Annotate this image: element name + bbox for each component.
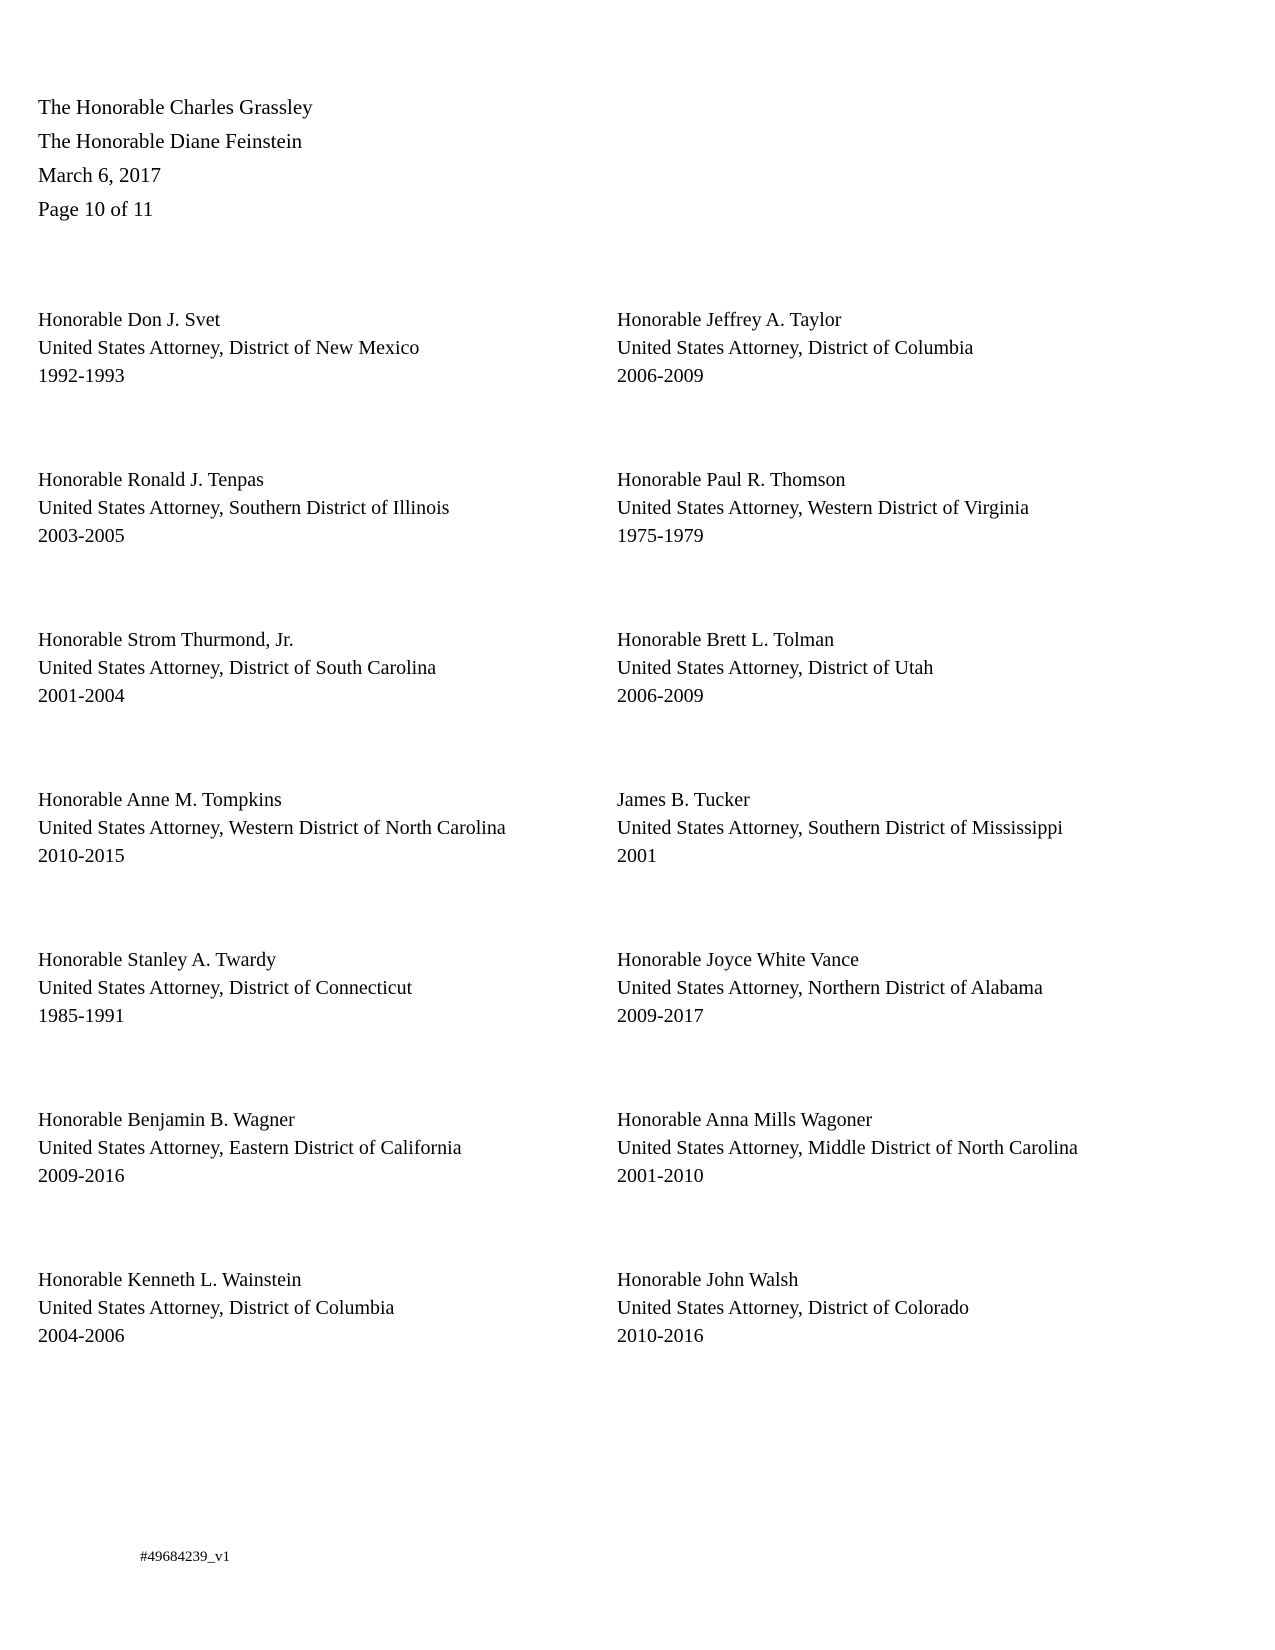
attorney-years: 2001-2004	[38, 685, 125, 707]
attorney-entry	[38, 466, 586, 550]
attorney-name: Honorable Stanley A. Twardy	[38, 949, 277, 971]
attorney-row	[38, 946, 1235, 1030]
attorney-name: Honorable Jeffrey A. Taylor	[617, 309, 842, 331]
attorney-row	[38, 1106, 1235, 1190]
attorney-entry	[38, 1106, 586, 1190]
attorney-row	[38, 786, 1235, 870]
document-id-footer: #49684239_v1	[140, 1549, 230, 1565]
addressee-line: The Honorable Charles Grassley	[38, 95, 313, 119]
attorney-name: Honorable Brett L. Tolman	[617, 629, 835, 651]
attorney-row	[38, 466, 1235, 550]
attorney-name: Honorable Ronald J. Tenpas	[38, 469, 264, 491]
attorney-list	[38, 306, 1235, 1350]
attorney-years: 2010-2015	[38, 845, 125, 867]
attorney-row	[38, 626, 1235, 710]
attorney-years: 2001-2010	[617, 1165, 704, 1187]
attorney-entry	[617, 946, 1197, 1030]
attorney-entry	[617, 306, 1197, 390]
attorney-title: United States Attorney, District of Connecticut	[38, 977, 413, 999]
attorney-name: Honorable John Walsh	[617, 1269, 799, 1291]
attorney-title: United States Attorney, Eastern District of California	[38, 1137, 462, 1159]
addressee-line: The Honorable Diane Feinstein	[38, 129, 303, 153]
attorney-name: Honorable Anna Mills Wagoner	[617, 1109, 873, 1131]
attorney-name: James B. Tucker	[617, 789, 750, 811]
attorney-entry	[617, 1266, 1197, 1350]
attorney-entry	[38, 1266, 586, 1350]
attorney-name: Honorable Kenneth L. Wainstein	[38, 1269, 302, 1291]
attorney-years: 2010-2016	[617, 1325, 704, 1347]
attorney-years: 1985-1991	[38, 1005, 125, 1027]
attorney-title: United States Attorney, Southern District of Mississippi	[617, 817, 1063, 839]
attorney-entry	[617, 626, 1197, 710]
letter-header	[38, 90, 313, 226]
attorney-entry	[617, 466, 1197, 550]
attorney-years: 2001	[617, 845, 657, 867]
attorney-title: United States Attorney, District of South Carolina	[38, 657, 437, 679]
attorney-name: Honorable Strom Thurmond, Jr.	[38, 629, 294, 651]
attorney-entry	[617, 1106, 1197, 1190]
attorney-years: 1992-1993	[38, 365, 125, 387]
attorney-entry	[38, 946, 586, 1030]
attorney-title: United States Attorney, District of Columbia	[38, 1297, 395, 1319]
attorney-years: 2009-2016	[38, 1165, 125, 1187]
attorney-entry	[617, 786, 1197, 870]
attorney-entry	[38, 306, 586, 390]
attorney-title: United States Attorney, Southern District of Illinois	[38, 497, 450, 519]
page-number-line: Page 10 of 11	[38, 197, 154, 221]
attorney-years: 2009-2017	[617, 1005, 704, 1027]
attorney-row	[38, 1266, 1235, 1350]
attorney-title: United States Attorney, Western District of North Carolina	[38, 817, 506, 839]
attorney-years: 1975-1979	[617, 525, 704, 547]
attorney-title: United States Attorney, Middle District of North Carolina	[617, 1137, 1078, 1159]
attorney-entry	[38, 626, 586, 710]
attorney-years: 2004-2006	[38, 1325, 125, 1347]
attorney-years: 2006-2009	[617, 685, 704, 707]
attorney-entry	[38, 786, 586, 870]
attorney-title: United States Attorney, District of Columbia	[617, 337, 974, 359]
attorney-row	[38, 306, 1235, 390]
attorney-title: United States Attorney, District of New Mexico	[38, 337, 420, 359]
attorney-title: United States Attorney, Northern District of Alabama	[617, 977, 1043, 999]
date-line: March 6, 2017	[38, 163, 162, 187]
attorney-name: Honorable Don J. Svet	[38, 309, 221, 331]
attorney-title: United States Attorney, District of Colorado	[617, 1297, 969, 1319]
attorney-name: Honorable Benjamin B. Wagner	[38, 1109, 295, 1131]
attorney-years: 2003-2005	[38, 525, 125, 547]
attorney-name: Honorable Joyce White Vance	[617, 949, 859, 971]
attorney-name: Honorable Anne M. Tompkins	[38, 789, 282, 811]
attorney-title: United States Attorney, District of Utah	[617, 657, 934, 679]
attorney-name: Honorable Paul R. Thomson	[617, 469, 846, 491]
attorney-title: United States Attorney, Western District of Virginia	[617, 497, 1029, 519]
attorney-years: 2006-2009	[617, 365, 704, 387]
